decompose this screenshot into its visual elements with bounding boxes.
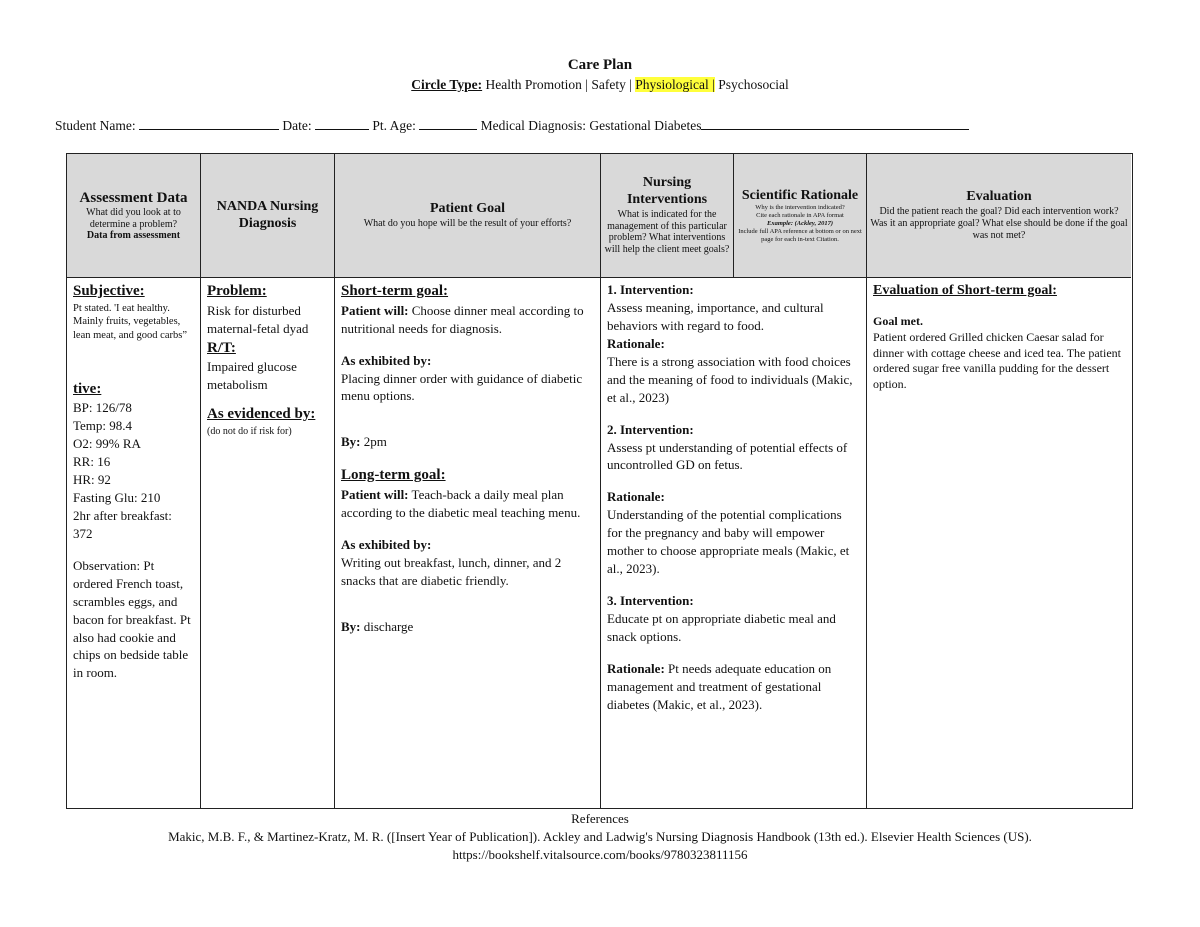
date-label: Date:	[282, 118, 312, 133]
evaluation-text: Patient ordered Grilled chicken Caesar salad for dinner with cottage cheese and iced tea. The patient ordered sugar free vanilla pudding for the dessert option.	[873, 329, 1122, 391]
intervention-3-text: Educate pt on appropriate diabetic meal and snack options.	[607, 611, 836, 644]
aeb-note: (do not do if risk for)	[207, 425, 292, 437]
intervention-1-label: 1. Intervention:	[607, 282, 694, 297]
intervention-2-text: Assess pt understanding of potential effects of uncontrolled GD on fetus.	[607, 439, 848, 473]
rt-text: Impaired glucose metabolism	[207, 359, 297, 393]
vital-fasting-glucose: Fasting Glu: 210	[73, 489, 161, 505]
nanda-cell	[201, 278, 335, 808]
vital-rr: RR: 16	[73, 454, 111, 470]
intervention-1-text: Assess meaning, importance, and cultural behaviors with regard to food.	[607, 299, 824, 333]
short-term-goal-text: Choose dinner meal according to nutritional needs for diagnosis.	[341, 302, 584, 336]
medical-diagnosis-value: Gestational Diabetes	[589, 118, 702, 133]
problem-label: Problem:	[207, 283, 267, 299]
header-rationale: Scientific Rationale Why is the intervention indicated? Cite each rationale in APA format Example: (Ackley, 2017) Include full APA reference at bottom or on next page for each in-text Citation.	[734, 154, 867, 278]
date-field[interactable]	[315, 117, 369, 130]
interventions-cell: 1. Intervention: Assess meaning, importance, and cultural behaviors with regard to food. Rationale: There is a strong association with food choices and the meaning of food to individuals (Makic, et al., 2023) 2. Intervention: Assess pt understanding of potential effects of uncontrolled GD on fetus. Rationale: Understanding of the potential complications for the pregnancy and baby will empower mother to choose appropriate meals (Makic, et al., 2023). 3. Intervention: Educate pt on appropriate diabetic meal and snack options. Rationale: Pt needs adequate education on management and treatment of gestational diabetes (Makic, et al., 2023).	[601, 278, 867, 808]
circle-option-health-promotion: Health Promotion	[485, 77, 582, 92]
circle-option-psychosocial: Psychosocial	[718, 77, 789, 92]
rationale-1-text: There is a strong association with food choices and the meaning of food to individuals (Makic, et al., 2023)	[607, 353, 853, 405]
long-term-goal-text: Teach-back a daily meal plan according to the diabetic meal teaching menu.	[341, 487, 581, 520]
reference-citation: Makic, M.B. F., & Martinez-Kratz, M. R. ([Insert Year of Publication]). Ackley and Ladwig's Nursing Diagnosis Handbook (13th ed.). Elsevier Health Sciences (US).	[168, 828, 1032, 844]
subjective-label: Subjective:	[73, 283, 145, 299]
vital-o2: O2: 99% RA	[73, 436, 141, 452]
intervention-2-label: 2. Intervention:	[607, 421, 694, 437]
evaluation-status: Goal met.	[873, 314, 923, 329]
references-heading: References	[571, 811, 629, 826]
vital-postprandial-glucose: 2hr after breakfast: 372	[73, 507, 172, 541]
circle-type-line: Circle Type: Health Promotion | Safety | Physiological | Psychosocial	[411, 77, 789, 92]
aeb-label: As evidenced by:	[207, 406, 316, 423]
evaluation-short-term-label: Evaluation of Short-term goal:	[873, 283, 1057, 298]
medical-diagnosis-label: Medical Diagnosis:	[480, 118, 586, 133]
assessment-cell	[67, 278, 201, 808]
problem-text: Risk for disturbed maternal-fetal dyad	[207, 302, 309, 336]
patient-goal-cell: Short-term goal: Patient will: Choose dinner meal according to nutritional needs for diagnosis. As exhibited by: Placing dinner order with guidance of diabetic menu options. By: 2pm Long-term goal: Patient will: Teach-back a daily meal plan according to the diabetic meal teaching menu. As exhibited by: Writing out breakfast, lunch, dinner, and 2 snacks that are diabetic friendly. By: discharge	[335, 278, 601, 808]
short-term-by-text: 2pm	[363, 434, 387, 450]
circle-option-physiological: Physiological	[635, 77, 709, 92]
student-name-field[interactable]	[139, 117, 279, 130]
objective-label: tive:	[73, 380, 102, 397]
long-term-by-text: discharge	[363, 618, 414, 634]
rationale-2-text: Understanding of the potential complications for the pregnancy and baby will empower mother to choose appropriate meals (Makic, et al., 2023).	[607, 507, 850, 577]
patient-age-label: Pt. Age:	[372, 118, 416, 133]
care-plan-table	[66, 153, 1133, 809]
long-term-exhibited-text: Writing out breakfast, lunch, dinner, and 2 snacks that are diabetic friendly.	[341, 554, 562, 588]
evaluation-cell	[867, 278, 1131, 808]
short-term-exhibited-text: Placing dinner order with guidance of diabetic menu options.	[341, 370, 583, 404]
references	[0, 810, 1200, 864]
circle-option-safety: Safety	[591, 77, 626, 92]
header-evaluation: Evaluation Did the patient reach the goal? Did each intervention work? Was it an appropriate goal? What else should be done if the goal was not met?	[867, 154, 1131, 278]
long-term-goal-label: Long-term goal:	[341, 467, 446, 484]
observation-text: Observation: Pt ordered French toast, scrambles eggs, and bacon for breakfast. Pt also had cookie and chips on bedside table in room.	[73, 557, 191, 681]
vital-bp: BP: 126/78	[73, 400, 132, 416]
page-title: Care Plan	[567, 57, 633, 73]
intervention-3-label: 3. Intervention:	[607, 593, 694, 609]
student-name-label: Student Name:	[55, 118, 136, 133]
subjective-text: Pt stated. 'I eat healthy. Mainly fruits, vegetables, lean meat, and good carbs”	[73, 302, 187, 341]
patient-age-field[interactable]	[419, 117, 477, 130]
rt-label: R/T:	[207, 339, 236, 356]
vital-temp: Temp: 98.4	[73, 418, 133, 434]
header-assessment: Assessment Data What did you look at to determine a problem? Data from assessment	[67, 154, 201, 278]
student-info-line	[55, 117, 969, 134]
reference-url[interactable]: https://bookshelf.vitalsource.com/books/9780323811156	[452, 846, 748, 862]
header-interventions: Nursing Interventions What is indicated for the management of this particular problem? What interventions will help the client meet goals?	[601, 154, 734, 278]
rationale-3-text: Pt needs adequate education on management and treatment of gestational diabetes (Makic, et al., 2023).	[607, 660, 832, 712]
header-nanda: NANDA Nursing Diagnosis	[201, 154, 335, 278]
vital-hr: HR: 92	[73, 472, 111, 488]
circle-type-label: Circle Type:	[411, 77, 483, 92]
short-term-goal-label: Short-term goal:	[341, 283, 449, 299]
header-patient-goal: Patient Goal What do you hope will be the result of your efforts?	[335, 154, 601, 278]
